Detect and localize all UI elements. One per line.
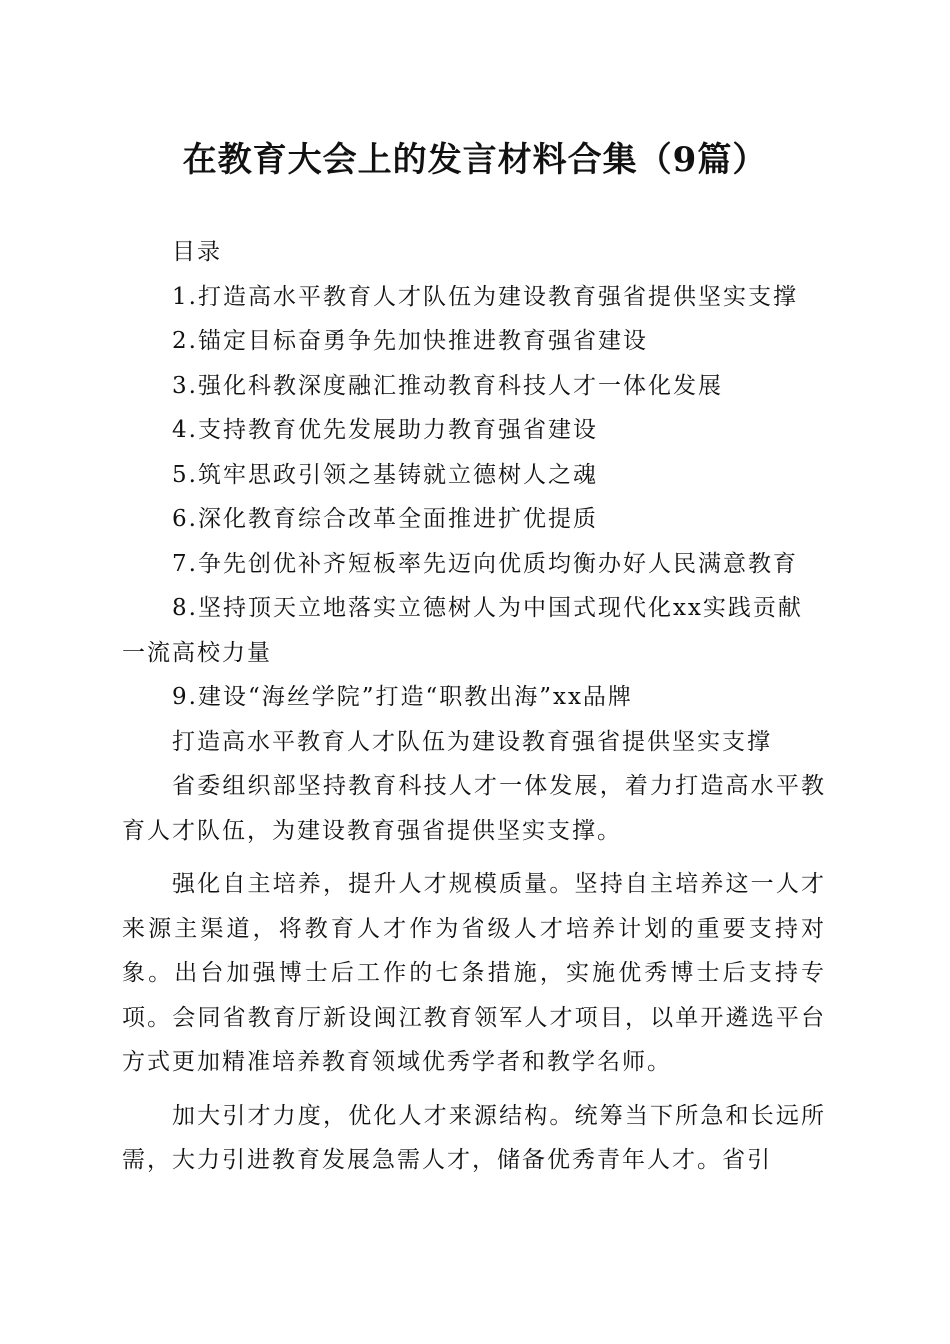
toc-item: 6.深化教育综合改革全面推进扩优提质 <box>172 506 598 532</box>
toc-heading: 目录 <box>172 239 222 265</box>
document-title: 在教育大会上的发言材料合集（9篇） <box>182 140 768 180</box>
document-body <box>122 230 826 1183</box>
toc-item: 8.坚持顶天立地落实立德树人为中国式现代化xx实践贡献一流高校力量 <box>122 595 803 666</box>
section-title: 打造高水平教育人才队伍为建设教育强省提供坚实支撑 <box>172 728 772 755</box>
body-paragraph: 加大引才力度，优化人才来源结构。统筹当下所急和长远所需，大力引进教育发展急需人才，储备优秀青年人才。省引 <box>122 1102 826 1173</box>
toc-item: 9.建设“海丝学院”打造“职教出海”xx品牌 <box>172 684 633 710</box>
toc-item: 2.锚定目标奋勇争先加快推进教育强省建设 <box>172 328 648 354</box>
table-of-contents <box>122 275 826 720</box>
toc-item: 7.争先创优补齐短板率先迈向优质均衡办好人民满意教育 <box>172 550 798 577</box>
toc-item: 1.打造高水平教育人才队伍为建设教育强省提供坚实支撑 <box>172 283 798 310</box>
toc-item: 5.筑牢思政引领之基铸就立德树人之魂 <box>172 461 598 488</box>
toc-item: 4.支持教育优先发展助力教育强省建设 <box>172 417 598 443</box>
body-paragraph: 省委组织部坚持教育科技人才一体发展，着力打造高水平教育人才队伍，为建设教育强省提供坚实支撑。 <box>122 773 826 844</box>
toc-item: 3.强化科教深度融汇推动教育科技人才一体化发展 <box>172 372 723 399</box>
body-paragraph: 强化自主培养，提升人才规模质量。坚持自主培养这一人才来源主渠道，将教育人才作为省级人才培养计划的重要支持对象。出台加强博士后工作的七条措施，实施优秀博士后支持专项。会同省教育厅新设闽江教育领军人才项目，以单开遴选平台方式更加精准培养教育领域优秀学者和教学名师。 <box>122 871 826 1075</box>
